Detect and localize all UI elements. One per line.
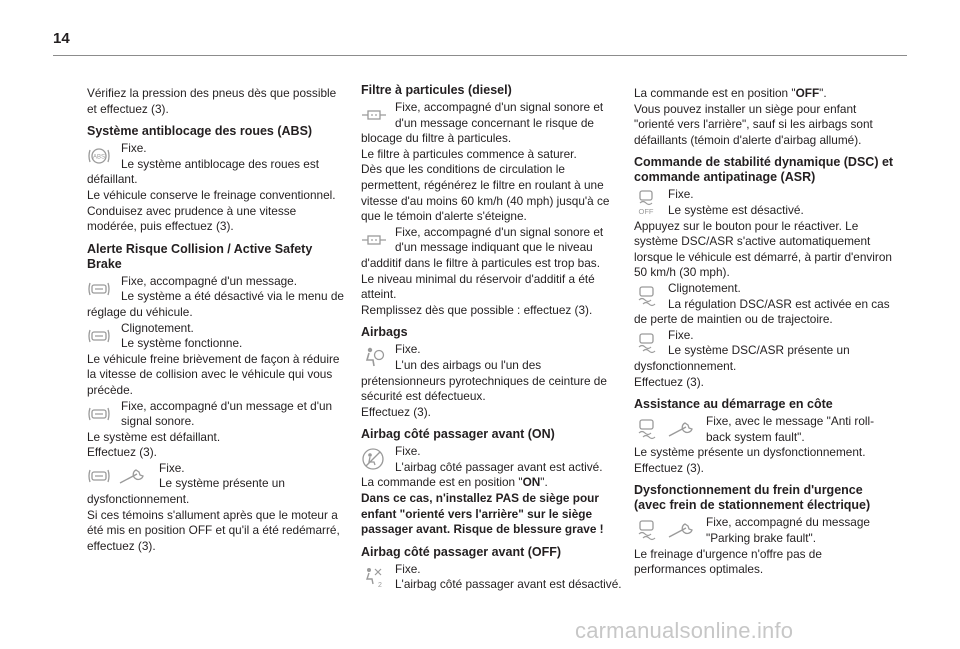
collision-entry-4 — [87, 461, 349, 508]
dsc-text-1: Le système est désactivé. — [668, 202, 804, 217]
stability-control-icon — [634, 282, 660, 310]
dsc-entry-1 — [634, 187, 896, 218]
airbags-extra: Effectuez (3). — [361, 404, 431, 419]
airbag-off-text: L'airbag côté passager avant est désactivé. — [395, 577, 622, 592]
passenger-airbag-off-icon — [361, 563, 387, 591]
passenger-airbag-on-icon — [361, 445, 387, 473]
dpf-entry-2 — [361, 225, 623, 272]
collision-warning-icon — [87, 275, 113, 303]
collision-extra-3: Effectuez (3). — [87, 445, 157, 460]
service-wrench-icon — [666, 419, 696, 439]
header-divider — [53, 55, 907, 56]
particle-filter-icon — [361, 226, 387, 254]
dpf-text-1: Le filtre à particules commence à saturer. — [361, 146, 577, 161]
dpf-entry-1 — [361, 100, 623, 147]
collision-entry-3 — [87, 399, 349, 430]
collision-icon-group — [87, 462, 151, 490]
abs-extra: Le véhicule conserve le freinage conventionnel. Conduisez avec prudence à une vitesse modérée, puis effectuez (3). — [87, 187, 336, 234]
airbag-off-command: La commande est en position "OFF". — [634, 86, 827, 100]
hill-start-extra: Effectuez (3). — [634, 460, 704, 475]
collision-entry-2 — [87, 321, 349, 352]
collision-warning-icon — [87, 400, 113, 428]
airbag-off-heading: Airbag côté passager avant (OFF) — [361, 544, 562, 559]
emergency-brake-state: Fixe, accompagné du message "Parking brake fault". — [706, 515, 870, 546]
dpf-state-1: Fixe, accompagné d'un signal sonore et d'un message concernant le risque de blocage du filtre à particules. — [361, 100, 604, 146]
abs-entry — [87, 141, 349, 188]
particle-filter-icon — [361, 101, 387, 129]
hill-start-icon-group — [634, 415, 698, 443]
dsc-state-1: Fixe. — [668, 187, 694, 202]
dsc-heading: Commande de stabilité dynamique (DSC) et commande antipatinage (ASR) — [634, 155, 894, 185]
hill-start-heading: Assistance au démarrage en côte — [634, 397, 833, 412]
airbag-on-state: Fixe. — [395, 444, 421, 459]
collision-text-3: Le système est défaillant. — [87, 429, 221, 444]
abs-warning-icon — [87, 142, 113, 170]
dpf-heading: Filtre à particules (diesel) — [361, 83, 512, 97]
emergency-brake-icon-group — [634, 516, 698, 544]
collision-text-1: Le système a été désactivé via le menu de réglage du véhicule. — [87, 289, 344, 319]
dsc-entry-3 — [634, 328, 896, 375]
child-seat-allowed-text: Vous pouvez installer un siège pour enfant "orienté vers l'arrière", sauf si les airbags sont défaillants (témoin d'alerte d'airbag allumé). — [634, 101, 873, 147]
collision-state-2: Clignotement. — [121, 320, 194, 335]
airbag-on-command: La commande est en position "ON". — [361, 475, 548, 490]
svg-text:ABS: ABS — [92, 154, 106, 161]
dsc-state-3: Fixe. — [668, 327, 694, 342]
collision-entry-1 — [87, 274, 349, 321]
airbags-text: L'un des airbags ou l'un des prétensionneurs pyrotechniques de ceinture de sécurité est défectueux. — [361, 357, 607, 404]
airbag-on-text: L'airbag côté passager avant est activé. — [395, 459, 603, 474]
column-2 — [361, 83, 623, 593]
svg-text:2: 2 — [378, 581, 382, 589]
collision-extra-2: Le véhicule freine brièvement de façon à réduire la vitesse de collision avec le véhicule qui vous précède. — [87, 351, 340, 397]
airbag-on-entry — [361, 444, 623, 475]
child-seat-warning: Dans ce cas, n'installez PAS de siège pour enfant "orienté vers l'arrière" sur le siège passager avant. Risque de blessure grave ! — [361, 491, 604, 537]
hill-start-entry — [634, 414, 896, 445]
dpf-extra-2: Remplissez dès que possible : effectuez (3). — [361, 302, 593, 317]
collision-state-3: Fixe, accompagné d'un message et d'un signal sonore. — [121, 398, 333, 429]
dsc-text-2: La régulation DSC/ASR est activée en cas de perte de maintien ou de trajectoire. — [634, 296, 890, 327]
abs-heading: Système antiblocage des roues (ABS) — [87, 124, 313, 139]
collision-text-2: Le système fonctionne. — [121, 336, 243, 351]
dsc-icon-label: OFF — [638, 207, 654, 217]
dsc-state-2: Clignotement. — [668, 280, 741, 295]
dsc-extra-1: Appuyez sur le bouton pour le réactiver. Le système DSC/ASR s'active automatiquement lorsque le véhicule est démarré, à partir d'environ 50 km/h (30 mph). — [634, 218, 892, 280]
airbag-off-state: Fixe. — [395, 561, 421, 576]
airbags-heading: Airbags — [361, 325, 408, 340]
tyre-pressure-text: Vérifiez la pression des pneus dès que possible et effectuez (3). — [87, 86, 337, 116]
stability-control-icon — [634, 417, 660, 441]
dsc-text-3: Le système DSC/ASR présente un dysfonctionnement. — [634, 343, 850, 373]
emergency-brake-text: Le freinage d'urgence n'offre pas de performances optimales. — [634, 546, 822, 577]
airbags-entry — [361, 342, 623, 404]
airbag-on-heading: Airbag côté passager avant (ON) — [361, 427, 555, 442]
dsc-extra-3: Effectuez (3). — [634, 374, 704, 389]
stability-control-off-icon — [634, 188, 660, 216]
collision-warning-icon — [87, 465, 111, 487]
column-1 — [87, 86, 349, 554]
service-wrench-icon — [117, 466, 147, 486]
dpf-extra-1: Dès que les conditions de circulation le permettent, régénérez le filtre en roulant à une vitesse d'au moins 60 km/h (40 mph) jusqu'à ce que le témoin d'alerte s'éteigne. — [361, 162, 610, 224]
collision-state-4: Fixe. — [159, 460, 185, 475]
hill-start-state: Fixe, avec le message "Anti roll-back system fault". — [706, 414, 875, 444]
hill-start-text: Le système présente un dysfonctionnement. — [634, 445, 866, 460]
emergency-brake-entry — [634, 515, 896, 546]
airbags-state: Fixe. — [395, 342, 421, 357]
airbag-off-entry — [361, 562, 623, 593]
collision-state-1: Fixe, accompagné d'un message. — [121, 273, 298, 288]
service-wrench-icon — [666, 520, 696, 540]
page-number: 14 — [53, 30, 70, 47]
abs-state: Fixe. — [121, 141, 147, 156]
collision-heading: Alerte Risque Collision / Active Safety Brake — [87, 241, 313, 271]
dpf-state-2: Fixe, accompagné d'un signal sonore et d'un message indiquant que le niveau d'additif dans le filtre à particules est trop bas. — [361, 224, 604, 270]
watermark: carmanualsonline.info — [575, 618, 794, 643]
collision-extra-4: Si ces témoins s'allument après que le moteur a été mis en position OFF et qu'il a été redémarré, effectuez (3). — [87, 507, 340, 553]
stability-control-icon — [634, 518, 660, 542]
dsc-entry-2 — [634, 281, 896, 328]
column-3 — [634, 86, 896, 578]
emergency-brake-heading: Dysfonctionnement du frein d'urgence (avec frein de stationnement électrique) — [634, 483, 871, 513]
stability-control-icon — [634, 329, 660, 357]
airbag-on-command-value: ON — [522, 475, 541, 490]
abs-text: Le système antiblocage des roues est défaillant. — [87, 156, 320, 187]
collision-text-4: Le système présente un dysfonctionnement. — [87, 476, 285, 507]
airbag-off-command-value: OFF — [795, 86, 820, 100]
airbag-icon — [361, 343, 387, 371]
collision-warning-icon — [87, 322, 113, 350]
dpf-text-2: Le niveau minimal du réservoir d'additif a été atteint. — [361, 271, 595, 302]
